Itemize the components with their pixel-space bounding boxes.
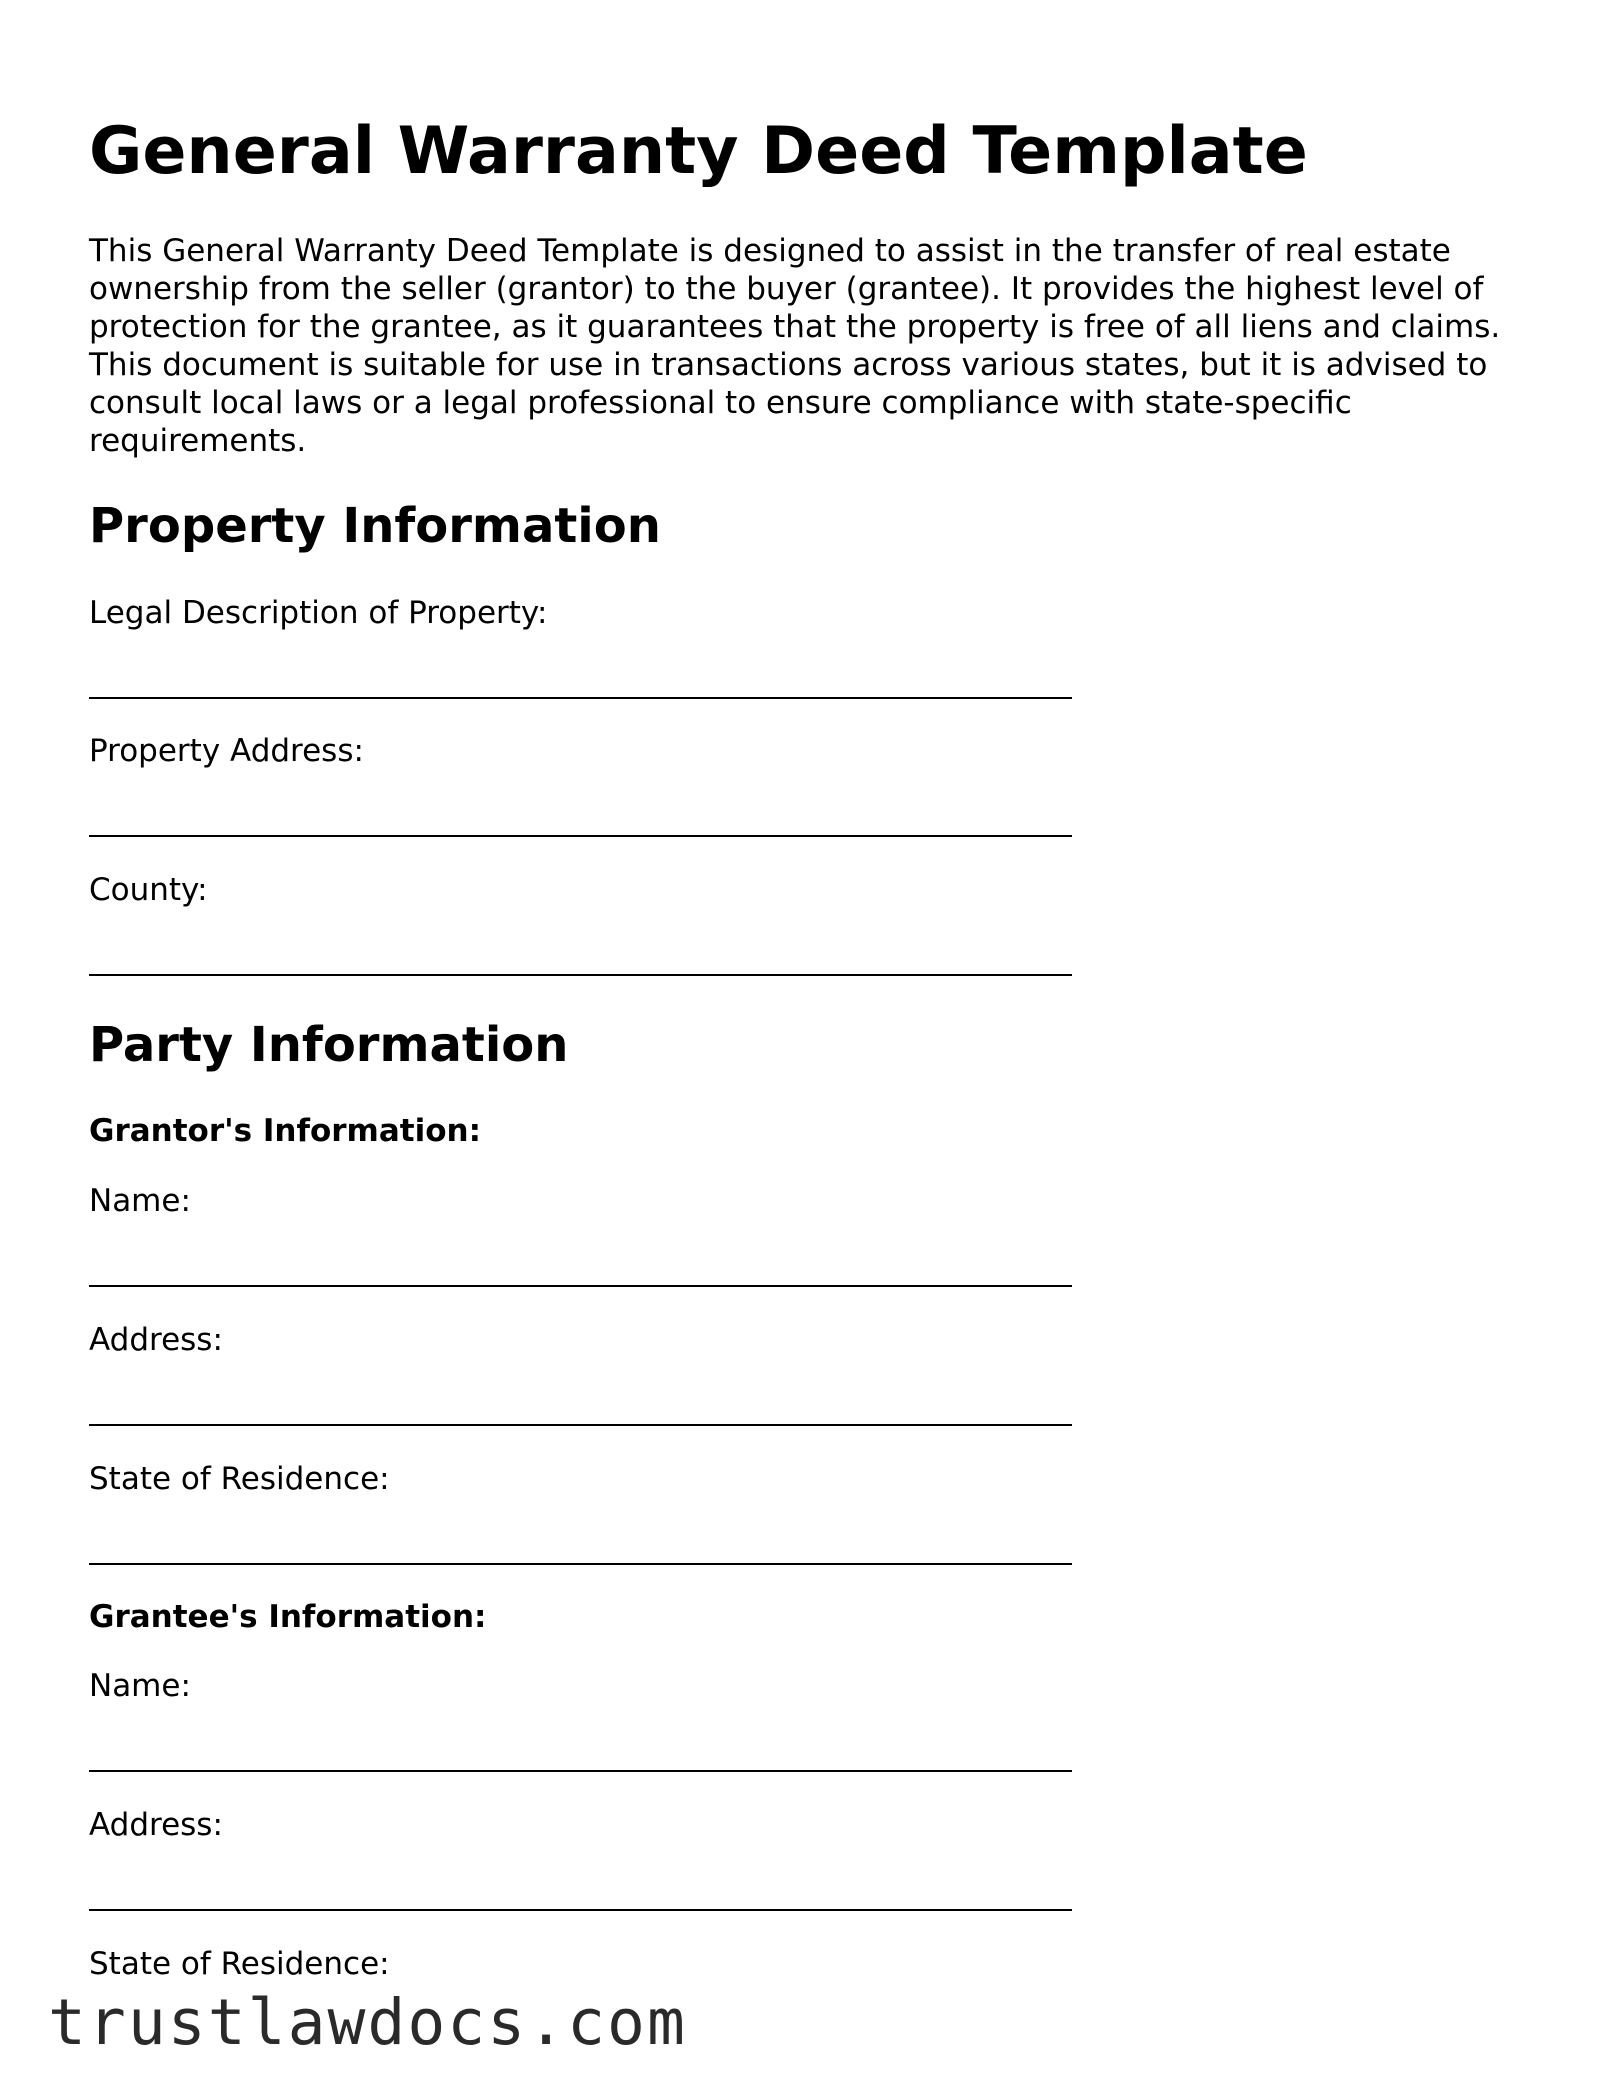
grantee-heading: Grantee's Information: (89, 1599, 487, 1635)
grantee-name-label: Name: (89, 1668, 191, 1704)
document-title: General Warranty Deed Template (89, 114, 1308, 189)
grantor-state-label: State of Residence: (89, 1461, 390, 1497)
property-section-heading: Property Information (89, 498, 661, 554)
property-address-line[interactable] (89, 835, 1072, 837)
grantee-state-label: State of Residence: (89, 1946, 390, 1982)
grantee-name-line[interactable] (89, 1770, 1072, 1772)
grantor-address-label: Address: (89, 1322, 223, 1358)
party-section-heading: Party Information (89, 1017, 569, 1073)
watermark-text: trustlawdocs.com (48, 1986, 687, 2059)
grantee-address-label: Address: (89, 1807, 223, 1843)
grantee-address-line[interactable] (89, 1909, 1072, 1911)
legal-description-label: Legal Description of Property: (89, 595, 548, 631)
grantor-name-label: Name: (89, 1183, 191, 1219)
property-address-label: Property Address: (89, 733, 364, 769)
grantor-state-line[interactable] (89, 1563, 1072, 1565)
county-line[interactable] (89, 974, 1072, 976)
county-label: County: (89, 872, 208, 908)
intro-paragraph: This General Warranty Deed Template is designed to assist in the transfer of real estate ownership from the seller (grantor) to the buyer (grantee). It provides the highest level of protection for the grantee, as it guarantees that the property is free of all liens and claims. This document is suitable for use in transactions across various states, but it is advised to consult local laws or a legal professional to ensure compliance with state-specific requirements. (89, 233, 1501, 459)
legal-description-line[interactable] (89, 697, 1072, 699)
grantor-heading: Grantor's Information: (89, 1113, 481, 1149)
grantor-name-line[interactable] (89, 1285, 1072, 1287)
grantor-address-line[interactable] (89, 1424, 1072, 1426)
